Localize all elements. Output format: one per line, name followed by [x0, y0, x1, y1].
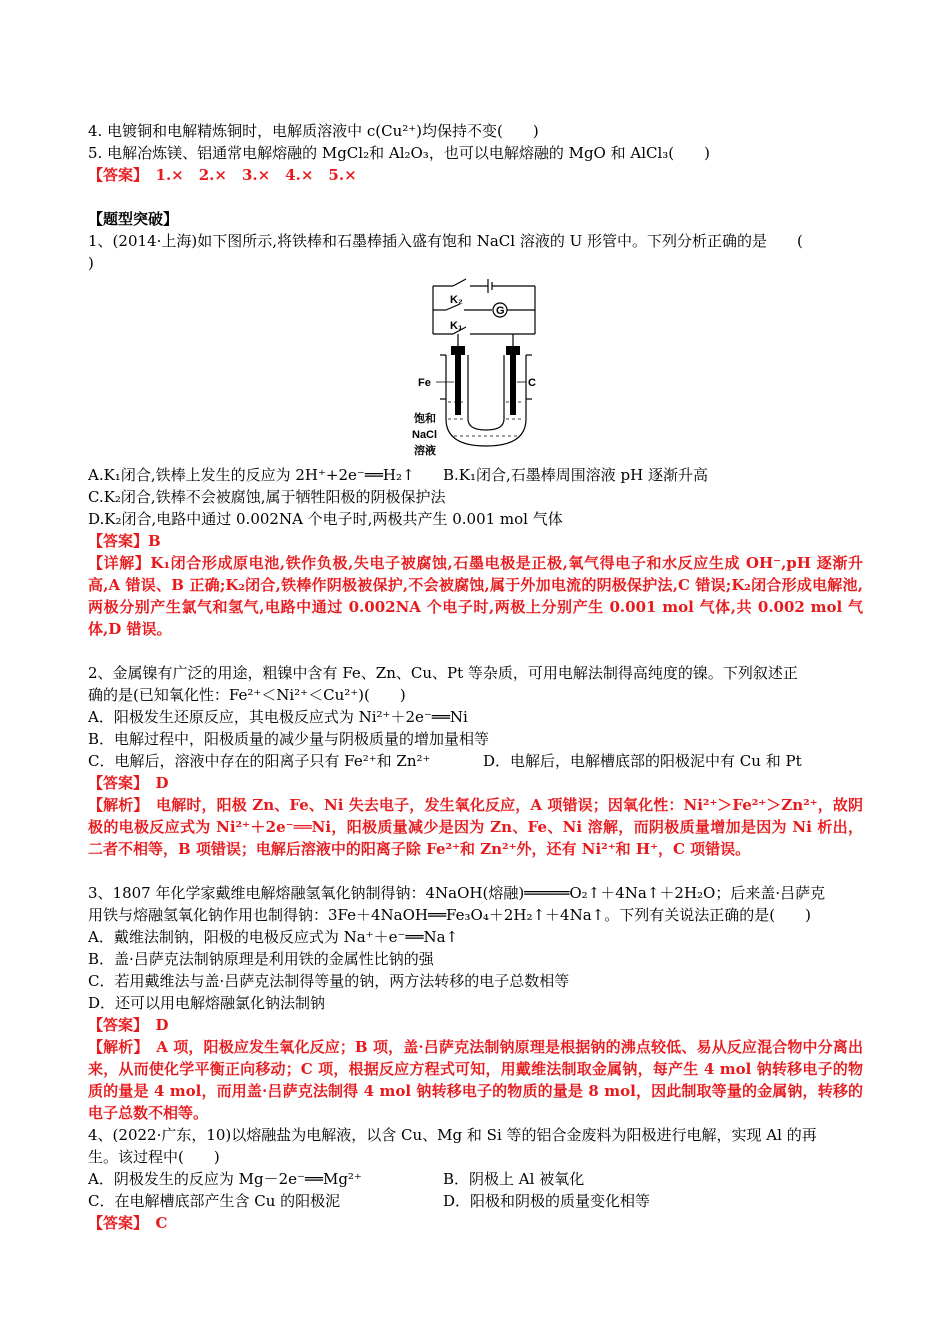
q2-options-row [88, 750, 863, 772]
document-page [88, 120, 863, 1234]
q3-option-a: A．戴维法制钠，阳极的电极反应式为 Na⁺＋e⁻══Na↑ [88, 928, 459, 946]
top-answer: 【答案】 1.× 2.× 3.× 4.× 5.× [88, 166, 357, 184]
solution-label-2: NaCl [412, 429, 438, 441]
c-label: C [528, 377, 536, 389]
left-stopper [451, 346, 465, 355]
q1-option-a: A.K₁闭合,铁棒上发生的反应为 2H⁺+2e⁻══H₂↑ [88, 466, 415, 484]
q3-option-b: B．盖·吕萨克法制钠原理是利用铁的金属性比钠的强 [88, 950, 434, 968]
q2-option-d: D．电解后，电解槽底部的阳极泥中有 Cu 和 Pt [483, 752, 802, 770]
k2-label: K₂ [450, 294, 463, 306]
q3-option-d: D．还可以用电解熔融氯化钠法制钠 [88, 994, 326, 1012]
q4-option-a: A．阴极发生的反应为 Mg－2e⁻══Mg²⁺ [88, 1170, 362, 1188]
q3-stem-line1: 3、1807 年化学家戴维电解熔融氢氧化钠制得钠：4NaOH(熔融)═════O₂↑＋4Na↑＋2H₂O；后来盖·吕萨克 [88, 884, 826, 902]
section-title: 【题型突破】 [88, 210, 179, 228]
fe-label: Fe [418, 377, 431, 389]
electrolysis-figure [88, 274, 863, 464]
q2-stem-line2: 确的是(已知氧化性：Fe²⁺＜Ni²⁺＜Cu²⁺)( ) [88, 686, 406, 704]
right-stopper [506, 346, 520, 355]
q1-option-b: B.K₁闭合,石墨棒周围溶液 pH 逐渐升高 [443, 466, 708, 484]
q4-option-c: C．在电解槽底部产生含 Cu 的阳极泥 [88, 1192, 341, 1210]
q4-options-row2 [88, 1190, 863, 1212]
q1-stem-line2: ) [88, 254, 94, 272]
top-question-4: 4. 电镀铜和电解精炼铜时，电解质溶液中 c(Cu²⁺)均保持不变( ) [88, 122, 539, 140]
q1-options-row1 [88, 464, 863, 486]
q1-option-c: C.K₂闭合,铁棒不会被腐蚀,属于牺牲阳极的阴极保护法 [88, 488, 446, 506]
u-tube-diagram [412, 274, 538, 464]
q3-option-c: C．若用戴维法与盖·吕萨克法制得等量的钠，两方法转移的电子总数相等 [88, 972, 570, 990]
q2-stem-line1: 2、金属镍有广泛的用途，粗镍中含有 Fe、Zn、Cu、Pt 等杂质，可用电解法制得高纯度的镍。下列叙述正 [88, 664, 798, 682]
q2-analysis: 【解析】 电解时，阳极 Zn、Fe、Ni 失去电子，发生氧化反应，A 项错误；因氧化性：Ni²⁺＞Fe²⁺＞Zn²⁺，故阴极的电极反应式为 Ni²⁺＋2e⁻══Ni，阳极质量减少是因为 Zn、Fe、Ni 溶解，而阴极质量增加是因为 Ni 析出，二者不相等，B 项错误；电解后溶液中的阳离子除 Fe²⁺和 Zn²⁺外，还有 Ni²⁺和 H⁺，C 项错误。 [88, 796, 863, 858]
q2-option-c: C．电解后，溶液中存在的阳离子只有 Fe²⁺和 Zn²⁺ [88, 752, 431, 770]
q3-answer: 【答案】 D [88, 1016, 169, 1034]
q2-answer: 【答案】 D [88, 774, 169, 792]
q1-option-d: D.K₂闭合,电路中通过 0.002NA 个电子时,两极共产生 0.001 mol 气体 [88, 510, 563, 528]
solution-label-1: 饱和 [414, 413, 436, 425]
q4-options-row1 [88, 1168, 863, 1190]
galvanometer-label: G [496, 305, 505, 317]
graphite-rod [510, 355, 516, 415]
q4-answer: 【答案】 C [88, 1214, 168, 1232]
q2-option-b: B．电解过程中，阳极质量的减少量与阴极质量的增加量相等 [88, 730, 490, 748]
top-question-5: 5. 电解冶炼镁、铝通常电解熔融的 MgCl₂和 Al₂O₃，也可以电解熔融的 MgO 和 AlCl₃( ) [88, 144, 711, 162]
q3-analysis: 【解析】 A 项，阳极应发生氧化反应；B 项，盖·吕萨克法制钠原理是根据钠的沸点较低、易从反应混合物中分离出来，从而使化学平衡正向移动；C 项，根据反应方程式可知，用戴维法制取金属钠，每产生 4 mol 钠转移电子的物质的量是 4 mol，而用盖·吕萨克法制得 4 mol 钠转移电子的物质的量是 8 mol，因此制取等量的金属钠，转移的电子总数不相等。 [88, 1038, 864, 1122]
solution-label-3: 溶液 [414, 445, 436, 457]
q4-option-d: D．阳极和阴极的质量变化相等 [443, 1192, 651, 1210]
q1-detail: 【详解】K₁闭合形成原电池,铁作负极,失电子被腐蚀,石墨电极是正极,氧气得电子和水反应生成 OH⁻,pH 逐渐升高,A 错误、B 正确;K₂闭合,铁棒作阴极被保护,不会被腐蚀,属于外加电流的阴极保护法,C 错误;K₂闭合形成电解池,两极分别产生氯气和氢气,电路中通过 0.002NA 个电子时,两极上分别产生 0.001 mol 气体,共 0.002 mol 气体,D 错误。 [88, 554, 863, 638]
q2-option-a: A．阳极发生还原反应，其电极反应式为 Ni²⁺＋2e⁻══Ni [88, 708, 468, 726]
q3-stem-line2: 用铁与熔融氢氧化钠作用也制得钠：3Fe＋4NaOH══Fe₃O₄＋2H₂↑＋4Na↑。下列有关说法正确的是( ) [88, 906, 811, 924]
iron-rod [455, 355, 461, 415]
q4-stem-line2: 生。该过程中( ) [88, 1148, 220, 1166]
q1-stem-line1: 1、(2014·上海)如下图所示,将铁棒和石墨棒插入盛有饱和 NaCl 溶液的 U 形管中。下列分析正确的是 ( [88, 232, 803, 250]
q4-stem-line1: 4、(2022·广东，10)以熔融盐为电解液，以含 Cu、Mg 和 Si 等的铝合金废料为阳极进行电解，实现 Al 的再 [88, 1126, 817, 1144]
q4-option-b: B．阴极上 Al 被氧化 [443, 1170, 585, 1188]
k1-label: K₁ [450, 320, 463, 332]
q1-answer: 【答案】B [88, 532, 161, 550]
